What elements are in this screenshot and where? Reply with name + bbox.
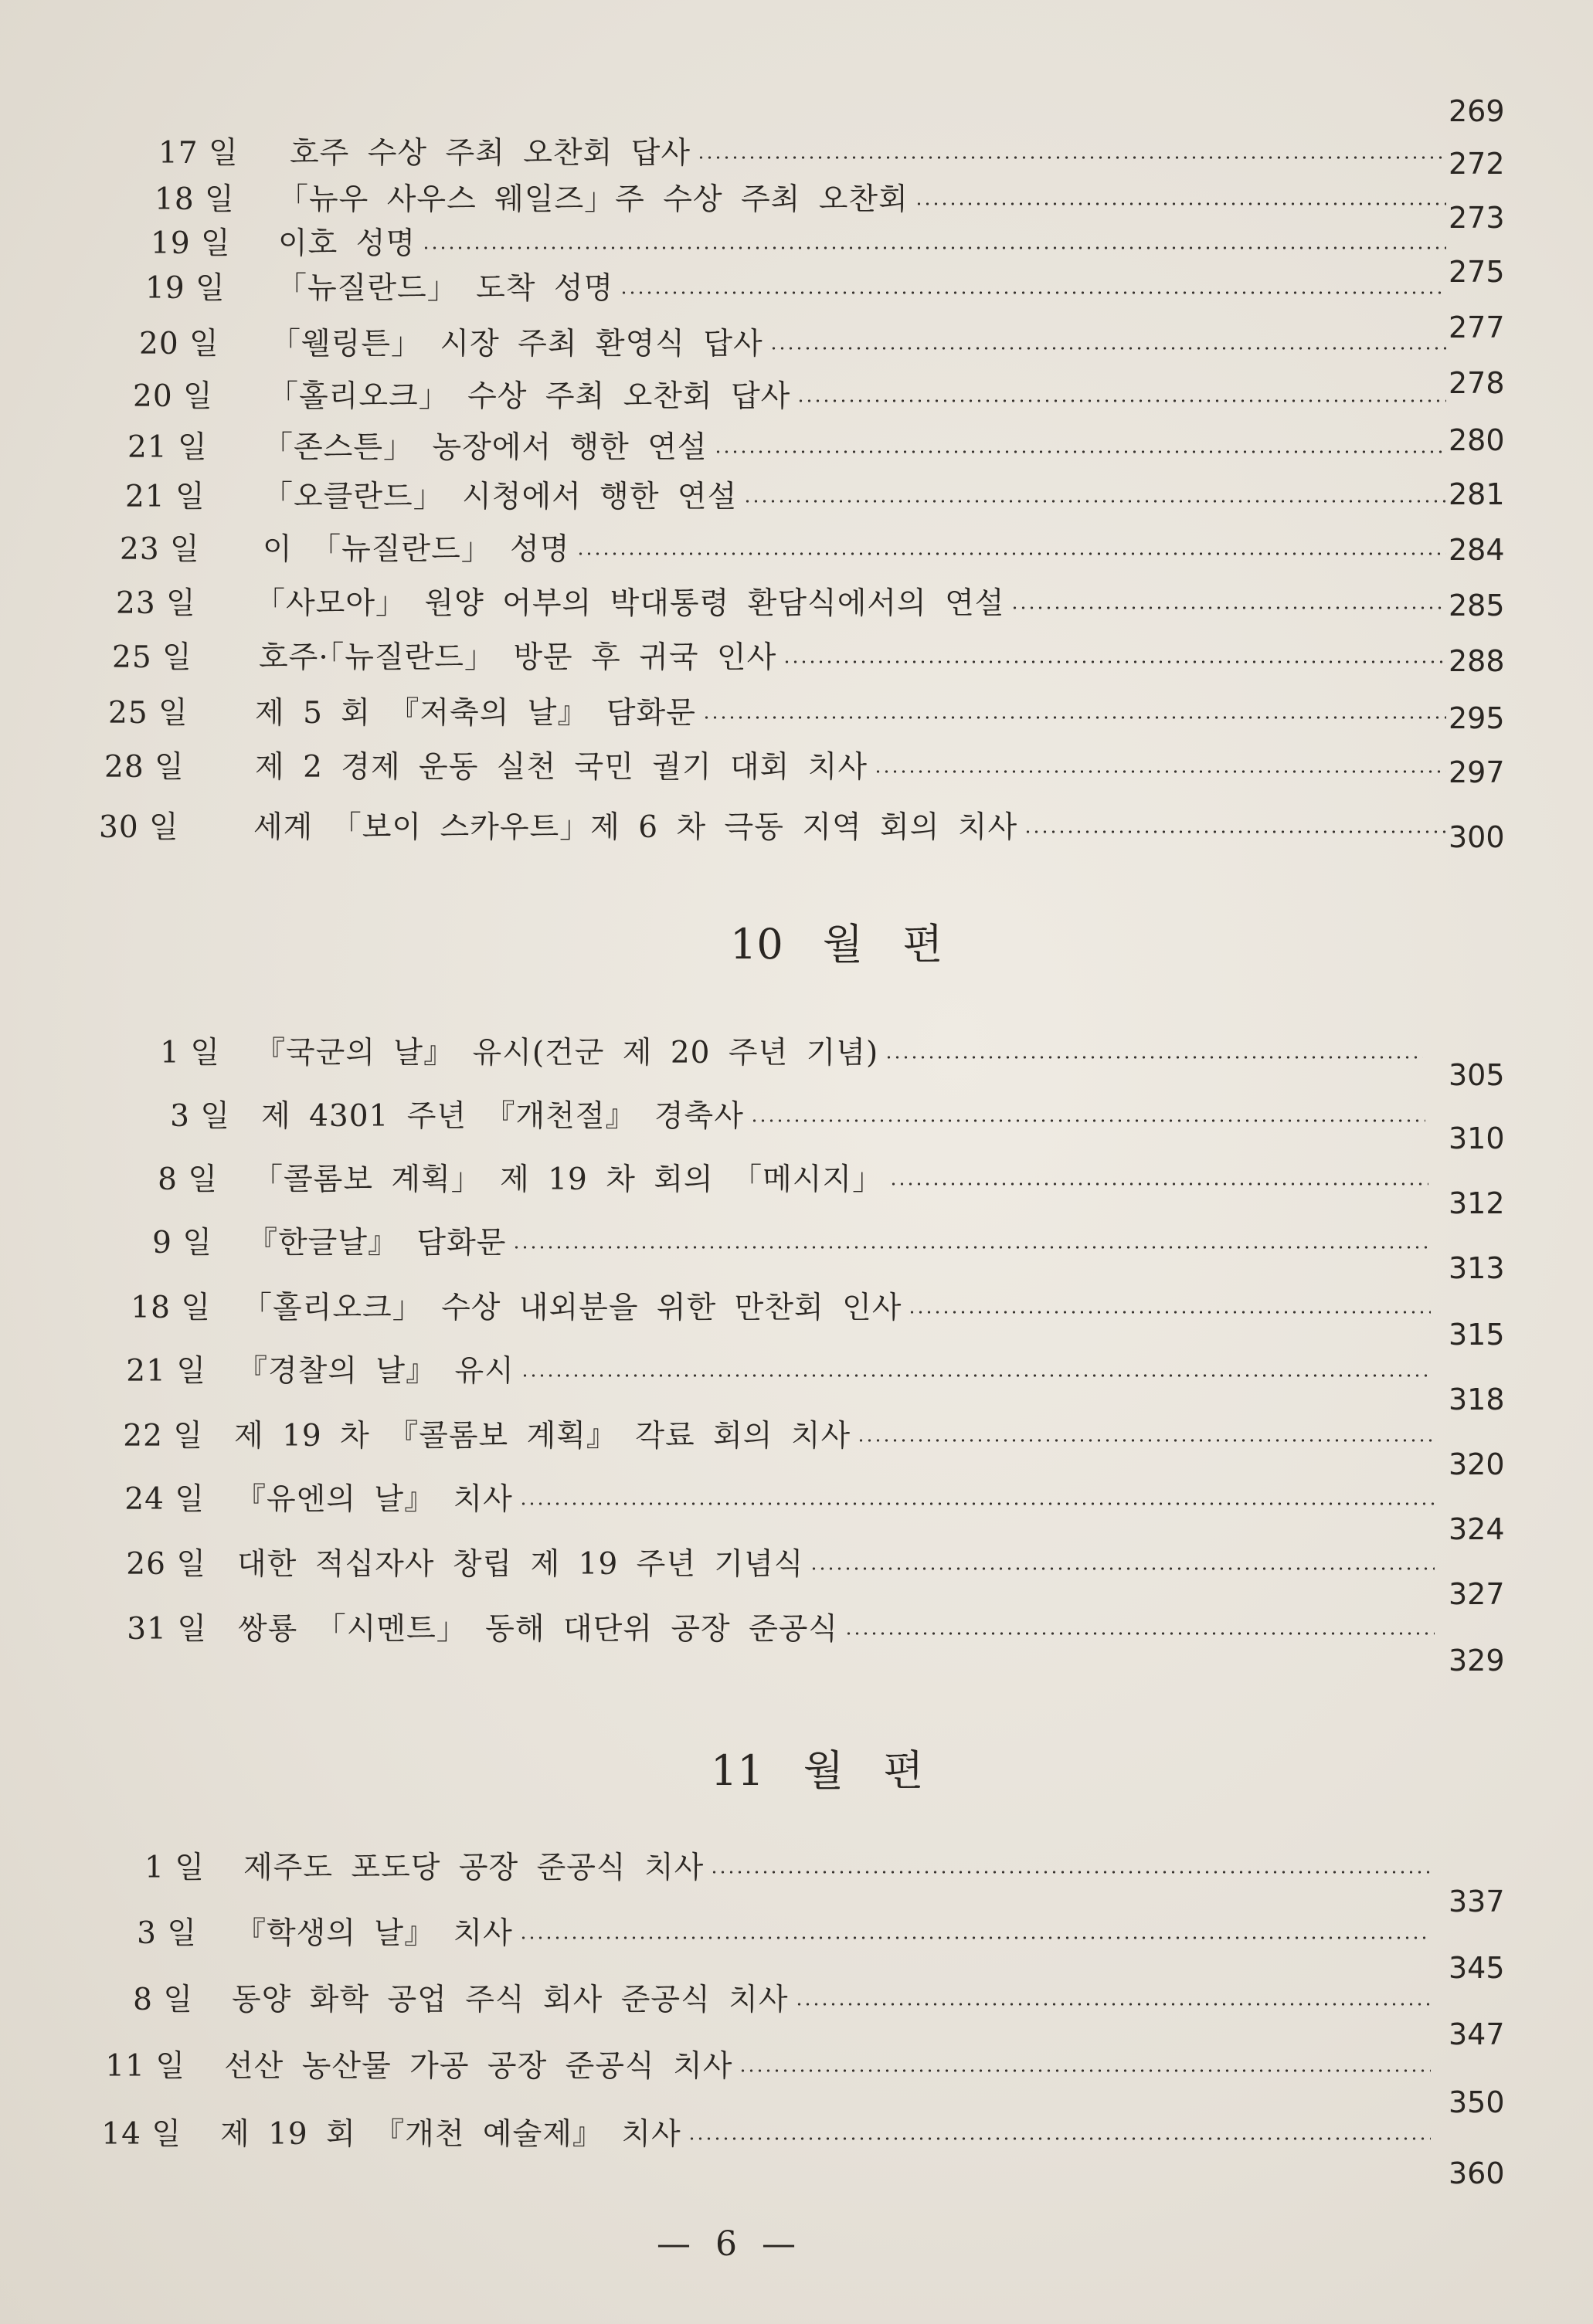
list-item: [104, 741, 1452, 788]
entry-day: 1 일: [144, 1851, 205, 1885]
entry-title: 제 19 회 『개천 예술제』 치사: [220, 2117, 681, 2152]
entry-day: 8 일: [158, 1162, 218, 1197]
entry-page: 312: [1449, 1186, 1505, 1220]
entry-day: 3 일: [137, 1916, 197, 1951]
leader-dots: [844, 1630, 1435, 1637]
entry-day: 28 일: [104, 750, 185, 785]
entry-day: 8 일: [133, 1983, 193, 2017]
list-item: [127, 422, 1452, 468]
entry-page: 360: [1449, 2156, 1505, 2190]
list-item: [145, 263, 1452, 309]
entry-page: 315: [1449, 1318, 1505, 1352]
leader-dots: [889, 1180, 1428, 1188]
leader-dots: [796, 397, 1446, 405]
entry-title: 호주 수상 주최 오찬회 답사: [290, 136, 691, 171]
entry-day: 26 일: [126, 1547, 206, 1582]
list-item: [91, 1091, 1432, 1137]
list-item: [68, 1282, 1437, 1328]
entry-page: 329: [1449, 1644, 1505, 1678]
entry-title: 호주·「뉴질란드」 방문 후 귀국 인사: [259, 640, 777, 675]
entry-title: 선산 농산물 가공 공장 준공식 치사: [224, 2049, 733, 2084]
entry-page: 278: [1449, 366, 1505, 400]
entry-title: 제 19 차 『콜롬보 계획』 각료 회의 치사: [234, 1419, 851, 1454]
list-item: [35, 2041, 1437, 2087]
entry-title: 「홀리오크」 수상 주최 오찬회 답사: [268, 379, 791, 414]
leader-dots: [908, 1308, 1431, 1316]
entry-day: 21 일: [125, 480, 205, 514]
entry-title: 세계 「보이 스카우트」제 6 차 극동 지역 회의 치사: [253, 810, 1018, 845]
entry-title: 「콜롬보 계획」 제 19 차 회의 「메시지」: [253, 1162, 884, 1197]
list-item: [120, 524, 1452, 570]
leader-dots: [810, 1565, 1435, 1573]
list-item: [133, 371, 1452, 417]
entry-page: 350: [1449, 2085, 1505, 2119]
entry-title: 「사모아」 원양 어부의 박대통령 환담식에서의 연설: [255, 586, 1005, 621]
list-item: [112, 632, 1452, 678]
entry-page: 269: [1449, 94, 1505, 128]
entry-title: 쌍룡 「시멘트」 동해 대단위 공장 준공식: [238, 1612, 839, 1647]
entry-title: 『경찰의 날』 유시: [237, 1354, 515, 1389]
leader-dots: [620, 289, 1446, 297]
entry-day: 1 일: [160, 1036, 220, 1070]
leader-dots: [714, 448, 1446, 456]
entry-day: 11 일: [105, 2049, 185, 2084]
list-item: [139, 318, 1452, 365]
section-heading-november: 11 월 편: [711, 1746, 924, 1795]
entry-day: 9 일: [152, 1226, 212, 1260]
entry-title: 『한글날』 담화문: [247, 1226, 507, 1260]
entry-page: 313: [1449, 1251, 1505, 1285]
list-item: [151, 218, 1452, 264]
leader-dots: [519, 1500, 1435, 1508]
entry-day: 19 일: [151, 226, 231, 261]
page-footer-number: — 6 —: [657, 2224, 796, 2264]
leader-dots: [795, 2000, 1432, 2008]
list-item: [46, 1842, 1437, 1888]
leader-dots: [885, 1053, 1423, 1061]
entry-day: 25 일: [108, 696, 189, 731]
leader-dots: [519, 1934, 1431, 1942]
entry-title: 제 5 회 『저축의 날』 담화문: [255, 696, 696, 731]
entry-title: 제주도 포도당 공장 준공식 치사: [243, 1851, 705, 1885]
entry-page: 324: [1449, 1512, 1505, 1546]
entry-page: 273: [1449, 201, 1505, 235]
list-item: [87, 1154, 1435, 1200]
entry-title: 『국군의 날』 유시(건군 제 20 주년 기념): [255, 1036, 879, 1070]
section-heading-october: 10 월 편: [730, 920, 943, 969]
entry-page: 347: [1449, 2017, 1505, 2051]
entry-page: 310: [1449, 1121, 1505, 1155]
entry-day: 25 일: [112, 640, 192, 675]
entry-day: 19 일: [145, 271, 226, 306]
list-item: [108, 687, 1452, 734]
leader-dots: [874, 768, 1446, 775]
entry-title: 『유엔의 날』 치사: [236, 1482, 513, 1517]
entry-title: 「웰링튼」 시장 주최 환영식 답사: [270, 327, 763, 361]
entry-day: 30 일: [99, 810, 179, 845]
list-item: [125, 471, 1452, 517]
list-item: [158, 127, 1452, 174]
entry-title: 제 2 경제 운동 실천 국민 궐기 대회 치사: [255, 750, 868, 785]
list-item: [53, 1603, 1441, 1650]
entry-day: 18 일: [155, 182, 235, 217]
leader-dots: [512, 1243, 1431, 1251]
entry-title: 동양 화학 공업 주식 회사 준공식 치사: [232, 1983, 789, 2017]
entry-day: 31 일: [127, 1612, 207, 1647]
entry-page: 305: [1449, 1058, 1505, 1092]
list-item: [60, 1410, 1440, 1457]
list-item: [99, 802, 1452, 848]
leader-dots: [739, 2067, 1431, 2075]
list-item: [63, 1345, 1438, 1392]
entry-title: 「존스튼」 농장에서 행한 연설: [263, 430, 708, 465]
leader-dots: [1010, 604, 1446, 612]
entry-day: 21 일: [127, 430, 208, 465]
list-item: [97, 1027, 1429, 1074]
leader-dots: [688, 2135, 1431, 2142]
entry-title: 「뉴우 사우스 웨일즈」주 수상 주최 오찬회: [278, 182, 909, 217]
entry-day: 22 일: [123, 1419, 203, 1454]
entry-title: 「뉴질란드」 도착 성명: [277, 271, 614, 306]
entry-page: 327: [1449, 1577, 1505, 1611]
leader-dots: [576, 550, 1446, 558]
entry-day: 3 일: [170, 1099, 230, 1134]
list-item: [56, 1539, 1441, 1585]
entry-title: 제 4301 주년 『개천절』 경축사: [261, 1099, 744, 1134]
entry-title: 「홀리오크」 수상 내외분을 위한 만찬회 인사: [242, 1291, 902, 1325]
list-item: [116, 578, 1452, 624]
entry-day: 21 일: [126, 1354, 206, 1389]
entry-page: 318: [1449, 1383, 1505, 1416]
entry-day: 20 일: [139, 327, 219, 361]
entry-day: 23 일: [116, 586, 196, 621]
list-item: [58, 1474, 1441, 1520]
entry-page: 320: [1449, 1447, 1505, 1481]
entry-day: 23 일: [120, 532, 200, 567]
entry-page: 297: [1449, 755, 1505, 789]
entry-page: 277: [1449, 310, 1505, 344]
entry-page: 281: [1449, 477, 1505, 511]
entry-title: 대한 적십자사 창립 제 19 주년 기념식: [237, 1547, 804, 1582]
leader-dots: [521, 1372, 1432, 1379]
leader-dots: [422, 244, 1446, 252]
entry-page: 275: [1449, 255, 1505, 289]
entry-page: 295: [1449, 701, 1505, 735]
entry-page: 280: [1449, 423, 1505, 457]
leader-dots: [743, 497, 1446, 505]
entry-title: 이 「뉴질란드」 성명: [263, 532, 570, 567]
entry-day: 17 일: [158, 136, 239, 171]
leader-dots: [702, 714, 1446, 721]
entry-page: 300: [1449, 820, 1505, 854]
entry-page: 272: [1449, 147, 1505, 181]
entry-day: 14 일: [101, 2117, 182, 2152]
entry-title: 『학생의 날』 치사: [236, 1916, 513, 1951]
entry-page: 345: [1449, 1951, 1505, 1985]
entry-page: 285: [1449, 589, 1505, 623]
leader-dots: [769, 344, 1446, 352]
entry-day: 20 일: [133, 379, 213, 414]
leader-dots: [857, 1437, 1434, 1444]
leader-dots: [710, 1868, 1431, 1876]
entry-title: 이호 성명: [278, 226, 416, 261]
list-item: [155, 174, 1452, 220]
entry-day: 18 일: [131, 1291, 211, 1325]
leader-dots: [750, 1117, 1425, 1125]
list-item: [42, 1908, 1437, 1954]
list-item: [31, 2109, 1437, 2155]
entry-day: 24 일: [124, 1482, 205, 1517]
leader-dots: [783, 658, 1446, 666]
entry-page: 284: [1449, 533, 1505, 567]
list-item: [81, 1217, 1437, 1264]
leader-dots: [697, 154, 1446, 161]
leader-dots: [1024, 828, 1446, 836]
leader-dots: [915, 200, 1446, 208]
entry-title: 「오클란드」 시청에서 행한 연설: [263, 480, 738, 514]
entry-page: 288: [1449, 644, 1505, 678]
entry-page: 337: [1449, 1885, 1505, 1919]
list-item: [39, 1974, 1437, 2020]
